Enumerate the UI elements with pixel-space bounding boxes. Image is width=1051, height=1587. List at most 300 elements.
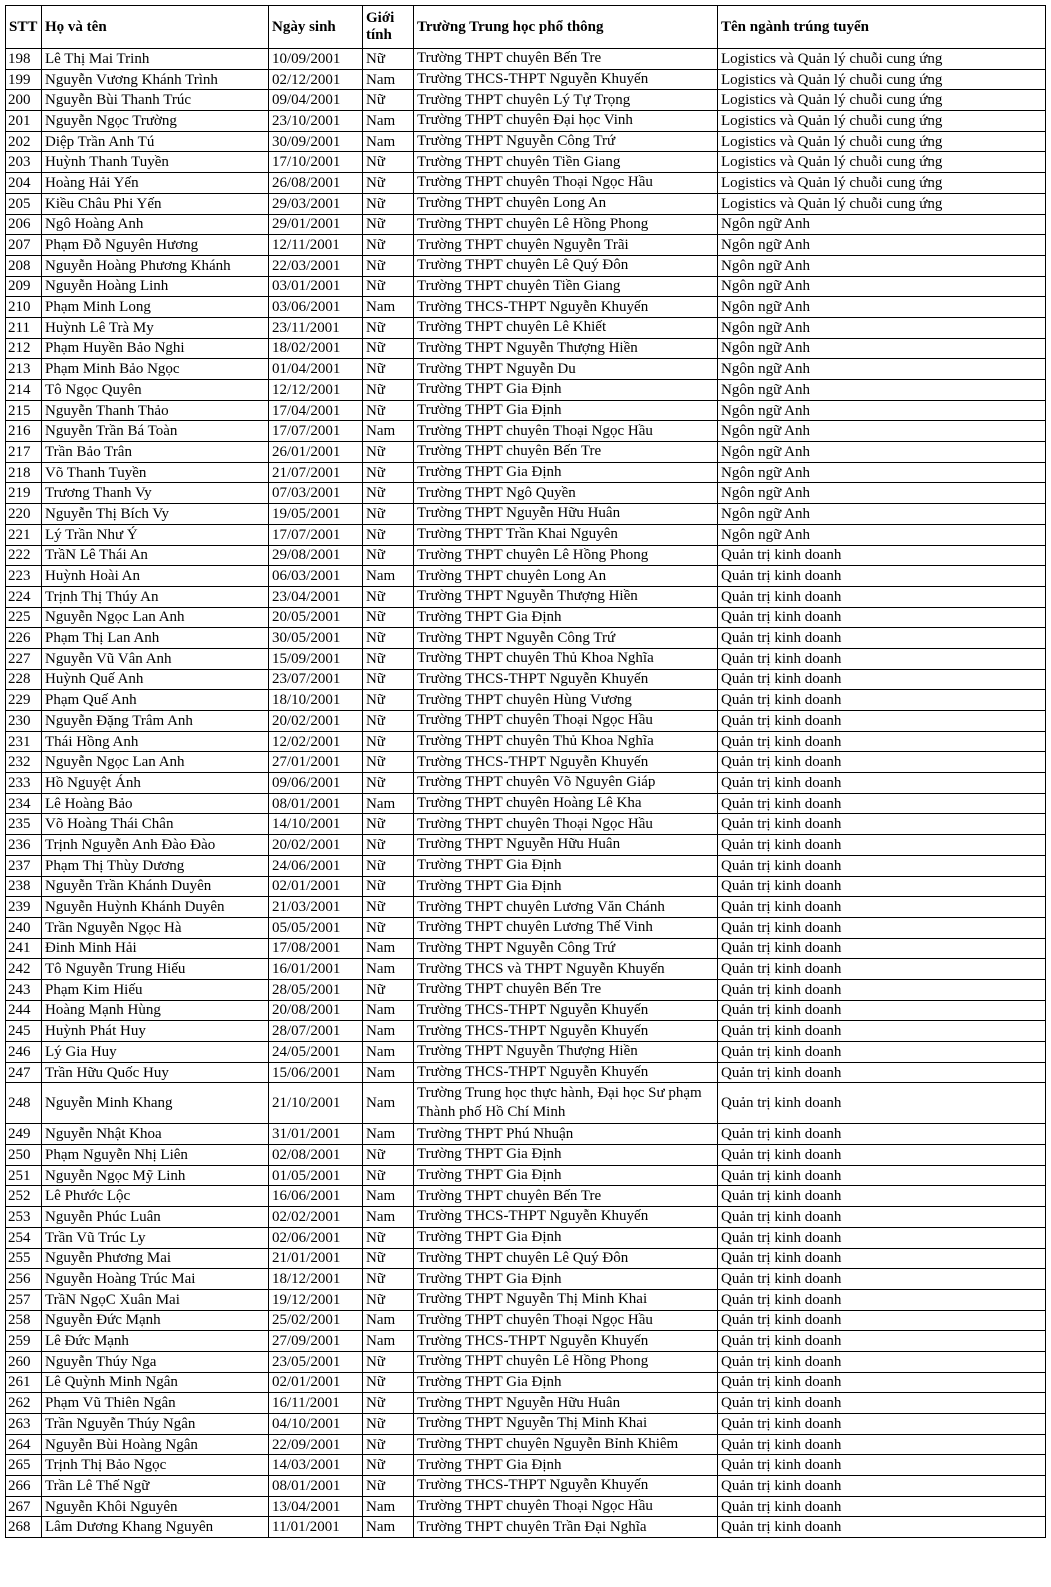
table-cell-stt: 201 <box>6 111 42 132</box>
table-cell-dob: 28/07/2001 <box>269 1021 363 1042</box>
table-cell-major: Quản trị kinh doanh <box>718 607 1046 628</box>
table-cell-school: Trường THCS-THPT Nguyễn Khuyến <box>414 1331 718 1352</box>
table-cell-school: Trường THCS-THPT Nguyễn Khuyến <box>414 1000 718 1021</box>
table-cell-name: Lê Thị Mai Trinh <box>42 49 269 70</box>
table-cell-gender: Nữ <box>363 193 414 214</box>
table-cell-name: Nguyễn Ngọc Trường <box>42 111 269 132</box>
table-row <box>6 359 1046 380</box>
table-cell-gender: Nữ <box>363 90 414 111</box>
table-cell-school: Trường THPT chuyên Lê Quý Đôn <box>414 255 718 276</box>
table-cell-gender: Nữ <box>363 1393 414 1414</box>
table-cell-school: Trường THPT chuyên Bến Tre <box>414 49 718 70</box>
table-cell-stt: 246 <box>6 1042 42 1063</box>
table-cell-major: Logistics và Quản lý chuỗi cung ứng <box>718 131 1046 152</box>
table-cell-major: Logistics và Quản lý chuỗi cung ứng <box>718 111 1046 132</box>
table-cell-gender: Nữ <box>363 648 414 669</box>
table-cell-name: Huỳnh Hoài An <box>42 566 269 587</box>
table-row <box>6 111 1046 132</box>
table-cell-stt: 198 <box>6 49 42 70</box>
table-row <box>6 131 1046 152</box>
table-cell-stt: 267 <box>6 1496 42 1517</box>
table-cell-stt: 230 <box>6 711 42 732</box>
table-cell-dob: 23/05/2001 <box>269 1351 363 1372</box>
table-cell-dob: 26/08/2001 <box>269 173 363 194</box>
table-cell-school: Trường THPT Gia Định <box>414 1145 718 1166</box>
table-cell-stt: 227 <box>6 648 42 669</box>
table-cell-name: TrầN NgọC Xuân Mai <box>42 1289 269 1310</box>
table-cell-dob: 30/05/2001 <box>269 628 363 649</box>
table-cell-school: Trường THPT chuyên Nguyễn Trãi <box>414 235 718 256</box>
table-row <box>6 545 1046 566</box>
table-cell-dob: 12/12/2001 <box>269 380 363 401</box>
table-cell-name: Nguyễn Trần Bá Toàn <box>42 421 269 442</box>
table-cell-school: Trường THPT Nguyễn Công Trứ <box>414 131 718 152</box>
column-header-dob: Ngày sinh <box>269 6 363 49</box>
table-cell-stt: 233 <box>6 773 42 794</box>
table-row <box>6 504 1046 525</box>
table-cell-dob: 16/11/2001 <box>269 1393 363 1414</box>
table-cell-major: Ngôn ngữ Anh <box>718 359 1046 380</box>
table-cell-name: Kiều Châu Phi Yến <box>42 193 269 214</box>
table-cell-stt: 215 <box>6 400 42 421</box>
table-cell-gender: Nữ <box>363 255 414 276</box>
table-cell-stt: 241 <box>6 938 42 959</box>
table-cell-name: Nguyễn Bùi Thanh Trúc <box>42 90 269 111</box>
table-cell-stt: 234 <box>6 793 42 814</box>
table-row <box>6 442 1046 463</box>
table-cell-stt: 237 <box>6 855 42 876</box>
table-cell-gender: Nữ <box>363 545 414 566</box>
table-cell-dob: 15/06/2001 <box>269 1062 363 1083</box>
table-cell-dob: 24/06/2001 <box>269 855 363 876</box>
table-cell-dob: 20/05/2001 <box>269 607 363 628</box>
table-cell-name: Trần Vũ Trúc Ly <box>42 1227 269 1248</box>
table-cell-school: Trường THPT Nguyễn Công Trứ <box>414 628 718 649</box>
table-cell-gender: Nữ <box>363 1434 414 1455</box>
table-cell-name: Phạm Vũ Thiên Ngân <box>42 1393 269 1414</box>
table-row <box>6 1351 1046 1372</box>
table-cell-major: Ngôn ngữ Anh <box>718 442 1046 463</box>
table-row <box>6 1331 1046 1352</box>
table-cell-major: Quản trị kinh doanh <box>718 1496 1046 1517</box>
table-cell-gender: Nữ <box>363 338 414 359</box>
table-cell-stt: 236 <box>6 835 42 856</box>
table-cell-major: Quản trị kinh doanh <box>718 1455 1046 1476</box>
table-cell-gender: Nam <box>363 131 414 152</box>
table-cell-stt: 239 <box>6 897 42 918</box>
table-row <box>6 255 1046 276</box>
table-row <box>6 1083 1046 1124</box>
table-cell-gender: Nữ <box>363 483 414 504</box>
table-cell-school: Trường THPT chuyên Nguyễn Bỉnh Khiêm <box>414 1434 718 1455</box>
table-cell-major: Quản trị kinh doanh <box>718 648 1046 669</box>
table-cell-school: Trường THPT chuyên Long An <box>414 193 718 214</box>
table-cell-school: Trường THPT chuyên Thủ Khoa Nghĩa <box>414 648 718 669</box>
table-cell-major: Quản trị kinh doanh <box>718 1269 1046 1290</box>
table-cell-dob: 21/10/2001 <box>269 1083 363 1124</box>
table-cell-stt: 247 <box>6 1062 42 1083</box>
table-cell-stt: 200 <box>6 90 42 111</box>
table-cell-dob: 02/01/2001 <box>269 1372 363 1393</box>
table-cell-name: Võ Thanh Tuyền <box>42 462 269 483</box>
table-cell-school: Trường THPT chuyên Thủ Khoa Nghĩa <box>414 731 718 752</box>
table-cell-major: Ngôn ngữ Anh <box>718 235 1046 256</box>
table-cell-dob: 23/10/2001 <box>269 111 363 132</box>
table-cell-major: Quản trị kinh doanh <box>718 1227 1046 1248</box>
table-row <box>6 897 1046 918</box>
table-cell-dob: 14/03/2001 <box>269 1455 363 1476</box>
table-cell-name: Hoàng Hải Yến <box>42 173 269 194</box>
table-cell-name: Trịnh Nguyễn Anh Đào Đào <box>42 835 269 856</box>
table-cell-stt: 209 <box>6 276 42 297</box>
table-cell-major: Ngôn ngữ Anh <box>718 400 1046 421</box>
table-cell-name: Nguyễn Nhật Khoa <box>42 1124 269 1145</box>
table-cell-name: Phạm Kim Hiếu <box>42 979 269 1000</box>
table-row <box>6 793 1046 814</box>
table-cell-stt: 238 <box>6 876 42 897</box>
table-cell-stt: 221 <box>6 524 42 545</box>
table-cell-school: Trường THPT chuyên Bến Tre <box>414 442 718 463</box>
table-cell-school: Trường THPT chuyên Bến Tre <box>414 979 718 1000</box>
table-row <box>6 1496 1046 1517</box>
table-row <box>6 1021 1046 1042</box>
table-cell-dob: 10/09/2001 <box>269 49 363 70</box>
table-row <box>6 380 1046 401</box>
table-cell-stt: 213 <box>6 359 42 380</box>
table-cell-major: Logistics và Quản lý chuỗi cung ứng <box>718 152 1046 173</box>
table-cell-major: Quản trị kinh doanh <box>718 1517 1046 1538</box>
table-cell-stt: 240 <box>6 917 42 938</box>
table-cell-major: Quản trị kinh doanh <box>718 897 1046 918</box>
table-cell-stt: 220 <box>6 504 42 525</box>
table-cell-name: Trịnh Thị Bảo Ngọc <box>42 1455 269 1476</box>
table-cell-stt: 206 <box>6 214 42 235</box>
table-cell-major: Quản trị kinh doanh <box>718 731 1046 752</box>
table-cell-dob: 02/08/2001 <box>269 1145 363 1166</box>
admission-list-table <box>5 5 1046 1538</box>
table-row <box>6 1248 1046 1269</box>
table-cell-major: Quản trị kinh doanh <box>718 979 1046 1000</box>
table-cell-school: Trường THPT Nguyễn Thượng Hiền <box>414 338 718 359</box>
table-cell-major: Quản trị kinh doanh <box>718 793 1046 814</box>
table-cell-stt: 253 <box>6 1207 42 1228</box>
table-cell-dob: 15/09/2001 <box>269 648 363 669</box>
table-cell-name: Nguyễn Thị Bích Vy <box>42 504 269 525</box>
table-cell-name: Phạm Thị Thùy Dương <box>42 855 269 876</box>
table-cell-dob: 23/04/2001 <box>269 586 363 607</box>
table-row <box>6 1227 1046 1248</box>
table-cell-name: Trần Lê Thế Ngữ <box>42 1476 269 1497</box>
table-cell-gender: Nữ <box>363 1289 414 1310</box>
table-cell-school: Trường THCS-THPT Nguyễn Khuyến <box>414 1062 718 1083</box>
table-cell-name: Lý Gia Huy <box>42 1042 269 1063</box>
table-cell-gender: Nam <box>363 1000 414 1021</box>
table-cell-major: Quản trị kinh doanh <box>718 814 1046 835</box>
table-cell-major: Ngôn ngữ Anh <box>718 297 1046 318</box>
table-cell-name: Nguyễn Hoàng Phương Khánh <box>42 255 269 276</box>
table-cell-gender: Nam <box>363 297 414 318</box>
table-cell-major: Quản trị kinh doanh <box>718 711 1046 732</box>
table-cell-gender: Nữ <box>363 1248 414 1269</box>
table-cell-gender: Nữ <box>363 1269 414 1290</box>
table-cell-dob: 08/01/2001 <box>269 1476 363 1497</box>
table-cell-major: Quản trị kinh doanh <box>718 1414 1046 1435</box>
table-cell-stt: 245 <box>6 1021 42 1042</box>
table-cell-gender: Nữ <box>363 49 414 70</box>
table-cell-name: Diệp Trần Anh Tú <box>42 131 269 152</box>
column-header-name: Họ và tên <box>42 6 269 49</box>
table-cell-major: Quản trị kinh doanh <box>718 1207 1046 1228</box>
table-cell-dob: 29/08/2001 <box>269 545 363 566</box>
table-cell-gender: Nữ <box>363 1145 414 1166</box>
table-cell-school: Trường THPT chuyên Lương Thế Vinh <box>414 917 718 938</box>
table-row <box>6 1207 1046 1228</box>
table-cell-dob: 06/03/2001 <box>269 566 363 587</box>
table-cell-name: TrầN Lê Thái An <box>42 545 269 566</box>
table-cell-name: Phạm Thị Lan Anh <box>42 628 269 649</box>
table-cell-name: Huỳnh Phát Huy <box>42 1021 269 1042</box>
table-cell-major: Quản trị kinh doanh <box>718 1165 1046 1186</box>
table-cell-gender: Nữ <box>363 359 414 380</box>
table-cell-stt: 216 <box>6 421 42 442</box>
table-cell-stt: 264 <box>6 1434 42 1455</box>
table-cell-major: Quản trị kinh doanh <box>718 938 1046 959</box>
table-cell-school: Trường THPT Nguyễn Thị Minh Khai <box>414 1289 718 1310</box>
table-cell-gender: Nữ <box>363 855 414 876</box>
table-cell-gender: Nữ <box>363 400 414 421</box>
table-cell-gender: Nam <box>363 1124 414 1145</box>
table-cell-stt: 205 <box>6 193 42 214</box>
table-cell-school: Trường THPT chuyên Thoại Ngọc Hầu <box>414 711 718 732</box>
table-cell-name: Trương Thanh Vy <box>42 483 269 504</box>
table-cell-school: Trường THCS-THPT Nguyễn Khuyến <box>414 752 718 773</box>
table-cell-dob: 28/05/2001 <box>269 979 363 1000</box>
table-row <box>6 524 1046 545</box>
table-cell-major: Quản trị kinh doanh <box>718 1372 1046 1393</box>
table-row <box>6 959 1046 980</box>
table-row <box>6 1414 1046 1435</box>
table-cell-major: Ngôn ngữ Anh <box>718 276 1046 297</box>
table-cell-school: Trường THPT Gia Định <box>414 1455 718 1476</box>
table-row <box>6 173 1046 194</box>
table-cell-school: Trường THPT Gia Định <box>414 462 718 483</box>
table-cell-dob: 12/02/2001 <box>269 731 363 752</box>
table-cell-dob: 29/01/2001 <box>269 214 363 235</box>
table-cell-dob: 31/01/2001 <box>269 1124 363 1145</box>
table-cell-school: Trường THPT chuyên Lương Văn Chánh <box>414 897 718 918</box>
table-row <box>6 855 1046 876</box>
table-cell-dob: 18/10/2001 <box>269 690 363 711</box>
table-cell-stt: 258 <box>6 1310 42 1331</box>
table-cell-gender: Nữ <box>363 380 414 401</box>
table-cell-school: Trường THPT chuyên Hùng Vương <box>414 690 718 711</box>
table-cell-major: Ngôn ngữ Anh <box>718 524 1046 545</box>
table-cell-school: Trường THPT chuyên Lê Hồng Phong <box>414 545 718 566</box>
table-cell-stt: 254 <box>6 1227 42 1248</box>
table-cell-stt: 217 <box>6 442 42 463</box>
table-row <box>6 917 1046 938</box>
table-row <box>6 1269 1046 1290</box>
table-cell-stt: 211 <box>6 317 42 338</box>
table-cell-stt: 266 <box>6 1476 42 1497</box>
table-cell-stt: 265 <box>6 1455 42 1476</box>
table-cell-stt: 235 <box>6 814 42 835</box>
table-row <box>6 690 1046 711</box>
table-cell-stt: 244 <box>6 1000 42 1021</box>
table-cell-school: Trường THPT chuyên Tiền Giang <box>414 276 718 297</box>
table-cell-name: Nguyễn Hoàng Linh <box>42 276 269 297</box>
table-cell-major: Logistics và Quản lý chuỗi cung ứng <box>718 49 1046 70</box>
table-row <box>6 979 1046 1000</box>
table-row <box>6 1145 1046 1166</box>
table-cell-gender: Nữ <box>363 462 414 483</box>
table-cell-major: Quản trị kinh doanh <box>718 1248 1046 1269</box>
table-cell-name: Đinh Minh Hải <box>42 938 269 959</box>
table-row <box>6 400 1046 421</box>
table-cell-name: Ngô Hoàng Anh <box>42 214 269 235</box>
table-cell-school: Trường THPT chuyên Đại học Vinh <box>414 111 718 132</box>
table-cell-school: Trường THPT Gia Định <box>414 400 718 421</box>
table-cell-school: Trường THCS-THPT Nguyễn Khuyến <box>414 1476 718 1497</box>
table-cell-name: Lê Phước Lộc <box>42 1186 269 1207</box>
table-cell-school: Trường THPT Nguyễn Hữu Huân <box>414 1393 718 1414</box>
table-cell-name: Nguyễn Phương Mai <box>42 1248 269 1269</box>
table-cell-name: Nguyễn Đức Mạnh <box>42 1310 269 1331</box>
table-cell-dob: 03/06/2001 <box>269 297 363 318</box>
table-row <box>6 483 1046 504</box>
table-cell-major: Quản trị kinh doanh <box>718 1145 1046 1166</box>
table-cell-gender: Nữ <box>363 442 414 463</box>
table-cell-school: Trường THPT Nguyễn Thị Minh Khai <box>414 1414 718 1435</box>
table-cell-dob: 18/02/2001 <box>269 338 363 359</box>
table-cell-school: Trường THPT Gia Định <box>414 1165 718 1186</box>
table-cell-school: Trường THCS-THPT Nguyễn Khuyến <box>414 69 718 90</box>
table-cell-stt: 260 <box>6 1351 42 1372</box>
table-cell-name: Hồ Nguyệt Ánh <box>42 773 269 794</box>
table-cell-name: Tô Nguyễn Trung Hiếu <box>42 959 269 980</box>
table-body <box>6 49 1046 1538</box>
table-cell-dob: 01/04/2001 <box>269 359 363 380</box>
table-cell-stt: 223 <box>6 566 42 587</box>
table-row <box>6 566 1046 587</box>
table-row <box>6 338 1046 359</box>
table-row <box>6 1062 1046 1083</box>
table-cell-name: Nguyễn Huỳnh Khánh Duyên <box>42 897 269 918</box>
table-row <box>6 876 1046 897</box>
table-cell-gender: Nữ <box>363 669 414 690</box>
table-row <box>6 421 1046 442</box>
table-cell-dob: 14/10/2001 <box>269 814 363 835</box>
table-cell-dob: 21/03/2001 <box>269 897 363 918</box>
table-cell-stt: 257 <box>6 1289 42 1310</box>
table-cell-major: Quản trị kinh doanh <box>718 1351 1046 1372</box>
table-row <box>6 628 1046 649</box>
table-cell-major: Quản trị kinh doanh <box>718 1062 1046 1083</box>
table-cell-dob: 21/07/2001 <box>269 462 363 483</box>
table-cell-gender: Nữ <box>363 1165 414 1186</box>
table-row <box>6 1186 1046 1207</box>
table-cell-name: Thái Hồng Anh <box>42 731 269 752</box>
table-cell-school: Trường THPT chuyên Hoàng Lê Kha <box>414 793 718 814</box>
table-cell-major: Quản trị kinh doanh <box>718 1476 1046 1497</box>
table-cell-stt: 219 <box>6 483 42 504</box>
table-cell-dob: 30/09/2001 <box>269 131 363 152</box>
table-cell-stt: 243 <box>6 979 42 1000</box>
table-cell-major: Quản trị kinh doanh <box>718 773 1046 794</box>
table-cell-major: Quản trị kinh doanh <box>718 566 1046 587</box>
table-row <box>6 752 1046 773</box>
table-cell-dob: 21/01/2001 <box>269 1248 363 1269</box>
table-cell-name: Trần Nguyễn Ngọc Hà <box>42 917 269 938</box>
table-cell-stt: 204 <box>6 173 42 194</box>
table-cell-dob: 17/08/2001 <box>269 938 363 959</box>
table-cell-stt: 210 <box>6 297 42 318</box>
table-cell-name: Hoàng Mạnh Hùng <box>42 1000 269 1021</box>
table-cell-dob: 26/01/2001 <box>269 442 363 463</box>
table-cell-gender: Nữ <box>363 607 414 628</box>
table-cell-stt: 248 <box>6 1083 42 1124</box>
table-cell-name: Phạm Đỗ Nguyên Hương <box>42 235 269 256</box>
table-cell-dob: 04/10/2001 <box>269 1414 363 1435</box>
table-cell-dob: 02/02/2001 <box>269 1207 363 1228</box>
table-cell-stt: 255 <box>6 1248 42 1269</box>
table-cell-dob: 17/07/2001 <box>269 421 363 442</box>
table-cell-stt: 261 <box>6 1372 42 1393</box>
table-cell-stt: 214 <box>6 380 42 401</box>
table-cell-name: Tô Ngọc Quyên <box>42 380 269 401</box>
table-cell-gender: Nam <box>363 566 414 587</box>
table-cell-name: Phạm Huyền Bảo Nghi <box>42 338 269 359</box>
table-cell-dob: 09/06/2001 <box>269 773 363 794</box>
table-cell-dob: 07/03/2001 <box>269 483 363 504</box>
table-cell-gender: Nam <box>363 1042 414 1063</box>
table-cell-dob: 02/12/2001 <box>269 69 363 90</box>
table-cell-name: Trịnh Thị Thúy An <box>42 586 269 607</box>
table-cell-dob: 27/09/2001 <box>269 1331 363 1352</box>
table-cell-stt: 208 <box>6 255 42 276</box>
table-cell-gender: Nữ <box>363 1476 414 1497</box>
table-cell-stt: 199 <box>6 69 42 90</box>
table-cell-gender: Nam <box>363 793 414 814</box>
table-cell-major: Logistics và Quản lý chuỗi cung ứng <box>718 90 1046 111</box>
table-cell-school: Trường THPT chuyên Bến Tre <box>414 1186 718 1207</box>
table-cell-name: Phạm Quế Anh <box>42 690 269 711</box>
table-cell-gender: Nam <box>363 1207 414 1228</box>
table-cell-name: Nguyễn Minh Khang <box>42 1083 269 1124</box>
table-cell-stt: 262 <box>6 1393 42 1414</box>
table-cell-dob: 13/04/2001 <box>269 1496 363 1517</box>
table-cell-gender: Nữ <box>363 752 414 773</box>
table-cell-major: Ngôn ngữ Anh <box>718 214 1046 235</box>
table-cell-gender: Nam <box>363 1083 414 1124</box>
table-cell-name: Lê Đức Mạnh <box>42 1331 269 1352</box>
table-row <box>6 1517 1046 1538</box>
table-cell-stt: 249 <box>6 1124 42 1145</box>
table-cell-dob: 23/11/2001 <box>269 317 363 338</box>
table-cell-dob: 22/09/2001 <box>269 1434 363 1455</box>
table-cell-dob: 01/05/2001 <box>269 1165 363 1186</box>
table-cell-gender: Nữ <box>363 876 414 897</box>
table-cell-school: Trường THPT chuyên Thoại Ngọc Hầu <box>414 173 718 194</box>
table-row <box>6 711 1046 732</box>
table-cell-name: Nguyễn Trần Khánh Duyên <box>42 876 269 897</box>
table-cell-dob: 23/07/2001 <box>269 669 363 690</box>
table-cell-name: Huỳnh Quế Anh <box>42 669 269 690</box>
table-cell-stt: 263 <box>6 1414 42 1435</box>
table-cell-major: Quản trị kinh doanh <box>718 1331 1046 1352</box>
table-cell-school: Trường THCS và THPT Nguyễn Khuyến <box>414 959 718 980</box>
table-cell-gender: Nữ <box>363 690 414 711</box>
